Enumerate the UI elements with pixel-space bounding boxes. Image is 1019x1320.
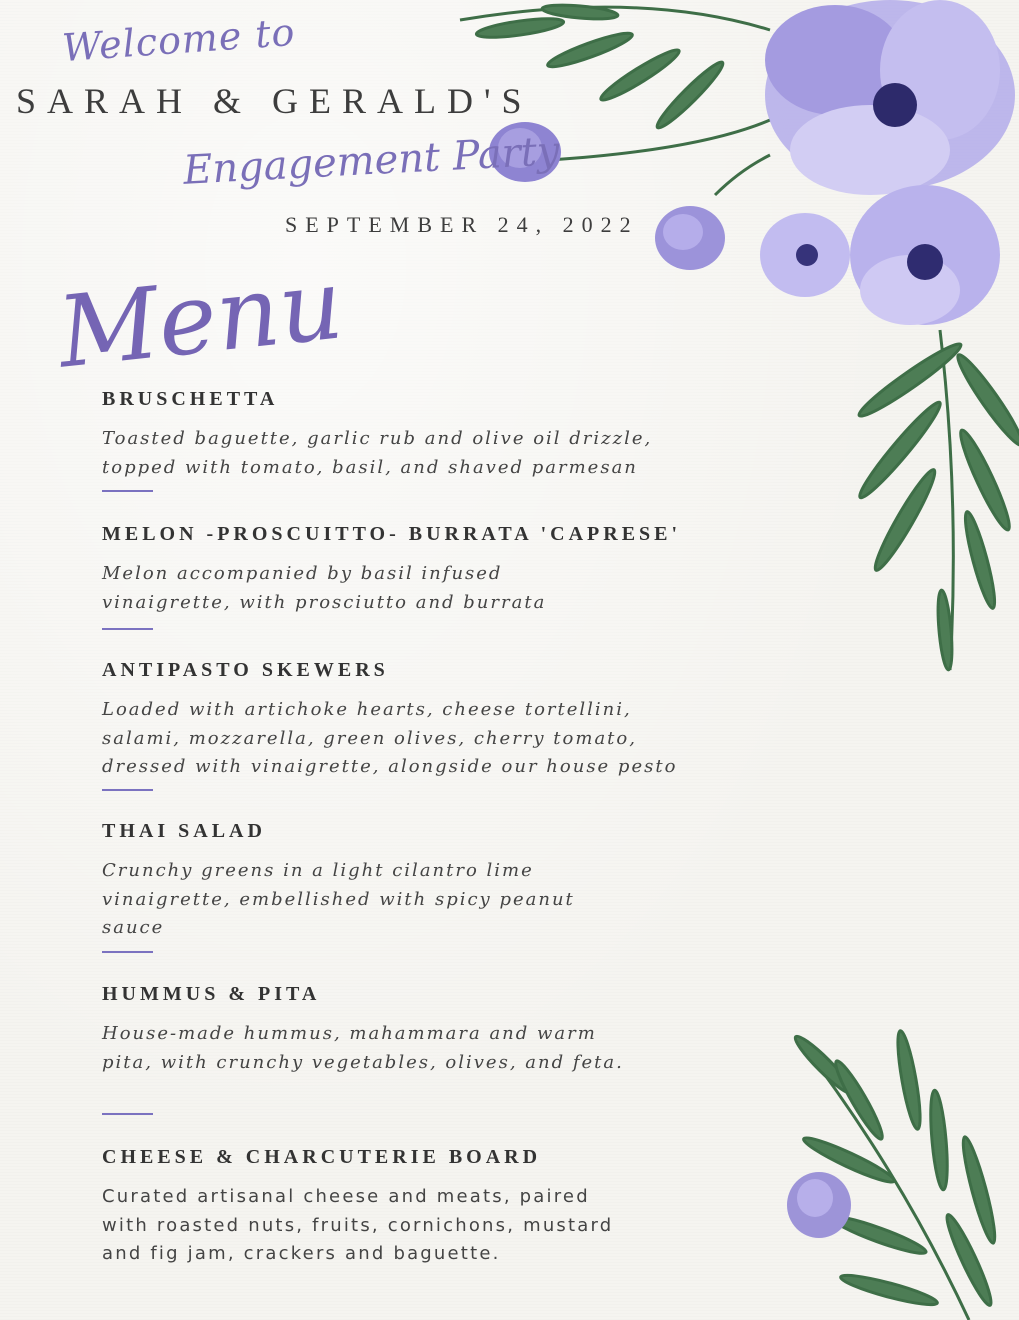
section-divider: [102, 628, 153, 630]
description-line: vinaigrette, with prosciutto and burrata: [102, 591, 547, 613]
description-line: topped with tomato, basil, and shaved parmesan: [102, 456, 638, 478]
event-title: Engagement Party: [182, 128, 561, 194]
flower-bud-icon: [787, 1172, 851, 1238]
menu-item-thai-salad: [102, 820, 742, 943]
menu-item-description: [102, 560, 742, 617]
description-line: Melon accompanied by basil infused: [102, 563, 503, 584]
description-line: vinaigrette, embellished with spicy peanut: [102, 888, 575, 910]
menu-item-antipasto-skewers: [102, 659, 742, 782]
section-divider: [102, 1113, 153, 1115]
menu-item-description: [102, 425, 742, 482]
section-divider: [102, 951, 153, 953]
menu-item-name: HUMMUS & PITA: [102, 983, 321, 1005]
couple-names: SARAH & GERALD'S: [16, 81, 533, 121]
menu-item-name: MELON -PROSCUITTO- BURRATA 'CAPRESE': [102, 523, 682, 545]
menu-item-cheese-charcuterie: [102, 1146, 742, 1269]
description-line: dressed with vinaigrette, alongside our house pesto: [102, 756, 678, 777]
description-line: Crunchy greens in a light cilantro lime: [102, 860, 534, 881]
section-divider: [102, 490, 153, 492]
menu-item-hummus-pita: [102, 983, 742, 1077]
description-line: and fig jam, crackers and baguette.: [102, 1243, 501, 1264]
menu-item-name: THAI SALAD: [102, 820, 266, 842]
description-line: sauce: [102, 917, 165, 938]
menu-item-name: ANTIPASTO SKEWERS: [102, 659, 389, 681]
flower-icon: [489, 0, 1015, 325]
description-line: Curated artisanal cheese and meats, paired: [102, 1186, 590, 1207]
menu-item-bruschetta: [102, 388, 742, 482]
menu-item-description: [102, 1020, 742, 1077]
floral-decoration-bottom-right: [779, 1020, 1019, 1320]
event-date: SEPTEMBER 24, 2022: [285, 212, 639, 237]
description-line: salami, mozzarella, green olives, cherry tomato,: [102, 727, 637, 749]
description-line: Loaded with artichoke hearts, cheese tortellini,: [102, 699, 632, 720]
menu-item-melon-caprese: [102, 523, 742, 617]
section-divider: [102, 789, 153, 791]
menu-title: Menu: [52, 247, 348, 391]
menu-item-name: BRUSCHETTA: [102, 388, 279, 410]
menu-item-description: [102, 696, 742, 782]
menu-item-description: [102, 857, 742, 943]
description-line: with roasted nuts, fruits, cornichons, mustard: [102, 1214, 614, 1236]
description-line: pita, with crunchy vegetables, olives, and feta.: [102, 1051, 624, 1073]
welcome-text: Welcome to: [60, 9, 297, 71]
description-line: House-made hummus, mahammara and warm: [102, 1023, 597, 1044]
menu-item-name: CHEESE & CHARCUTERIE BOARD: [102, 1146, 542, 1168]
menu-item-description: [102, 1183, 742, 1269]
description-line: Toasted baguette, garlic rub and olive oil drizzle,: [102, 428, 653, 449]
